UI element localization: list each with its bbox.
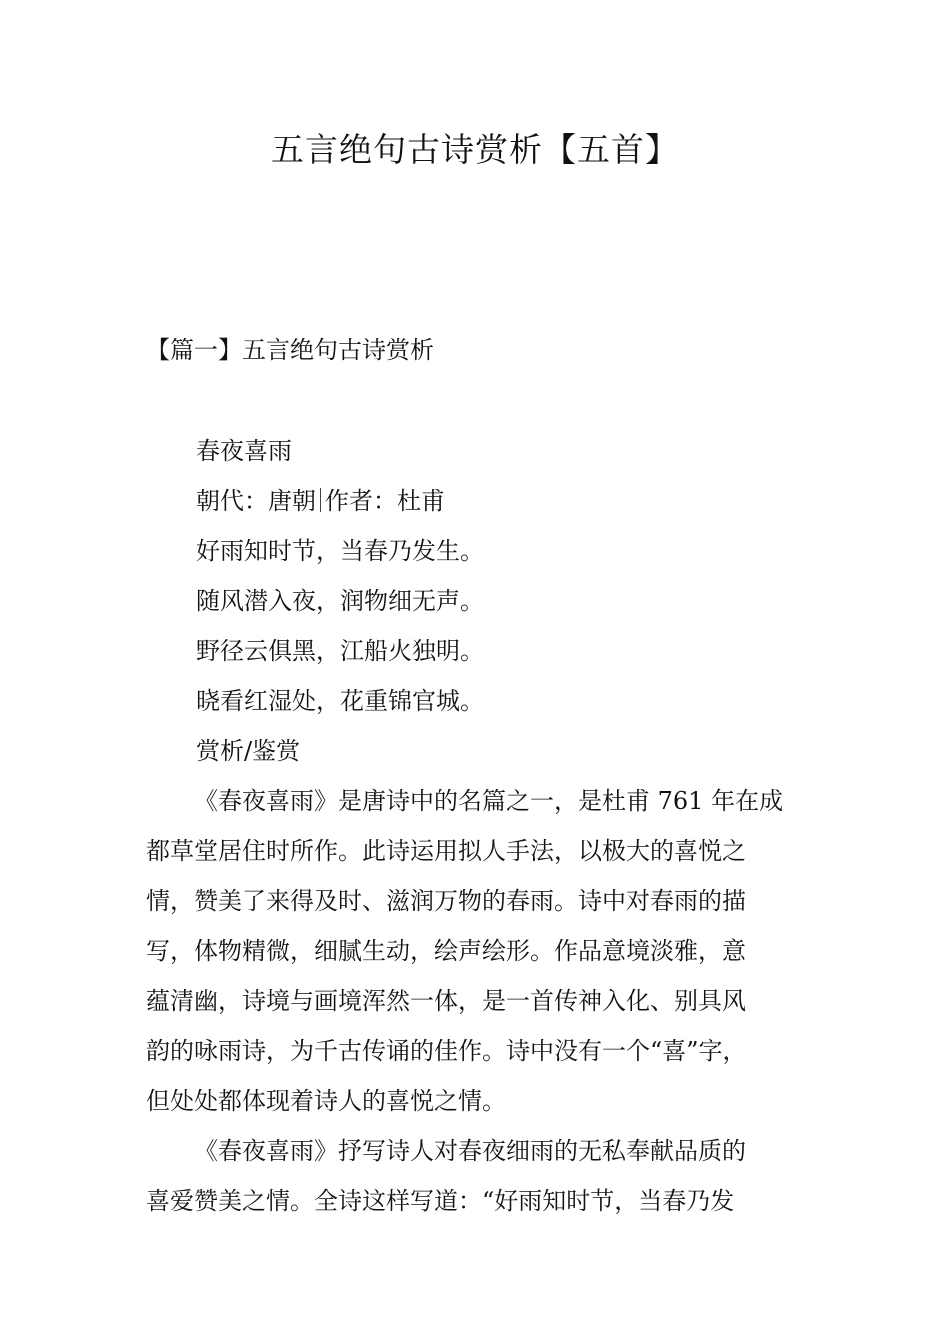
separator-bar: [320, 488, 321, 512]
poem-block: [196, 426, 816, 776]
poem-dynasty: 朝代：唐朝: [196, 487, 316, 515]
paragraph-line: 写，体物精微，细腻生动，绘声绘形。作品意境淡雅，意: [146, 937, 746, 965]
paragraph-line: 韵的咏雨诗，为千古传诵的佳作。诗中没有一个“喜”字，: [146, 1037, 747, 1065]
poem-verse-line: 好雨知时节，当春乃发生。: [196, 537, 484, 565]
document-title: 五言绝句古诗赏析【五首】: [271, 130, 679, 169]
paragraph-line: 喜爱赞美之情。全诗这样写道：“好雨知时节，当春乃发: [146, 1187, 735, 1215]
paragraph-line: 情，赞美了来得及时、滋润万物的春雨。诗中对春雨的描: [146, 887, 746, 915]
analysis-paragraph: [146, 776, 810, 1126]
poem-verse-line: 晓看红湿处，花重锦官城。: [196, 687, 484, 715]
poem-verse-line: 野径云俱黑，江船火独明。: [196, 637, 484, 665]
paragraph-line: 蕴清幽，诗境与画境浑然一体，是一首传神入化、别具风: [146, 987, 746, 1015]
paragraph-line: 但处处都体现着诗人的喜悦之情。: [146, 1087, 506, 1115]
analysis-paragraph: [146, 1126, 810, 1226]
poem-author: 作者：杜甫: [325, 487, 445, 515]
poem-title: 春夜喜雨: [196, 437, 292, 465]
section-heading: 【篇一】五言绝句古诗赏析: [146, 336, 434, 364]
poem-verse-line: 随风潜入夜，润物细无声。: [196, 587, 484, 615]
paragraph-line: 《春夜喜雨》抒写诗人对春夜细雨的无私奉献品质的: [194, 1137, 746, 1165]
poem-author-line: [196, 476, 816, 526]
paragraph-line: 《春夜喜雨》是唐诗中的名篇之一，是杜甫 761 年在成: [194, 787, 784, 815]
analysis-label: 赏析/鉴赏: [196, 737, 301, 765]
paragraph-line: 都草堂居住时所作。此诗运用拟人手法，以极大的喜悦之: [146, 837, 746, 865]
